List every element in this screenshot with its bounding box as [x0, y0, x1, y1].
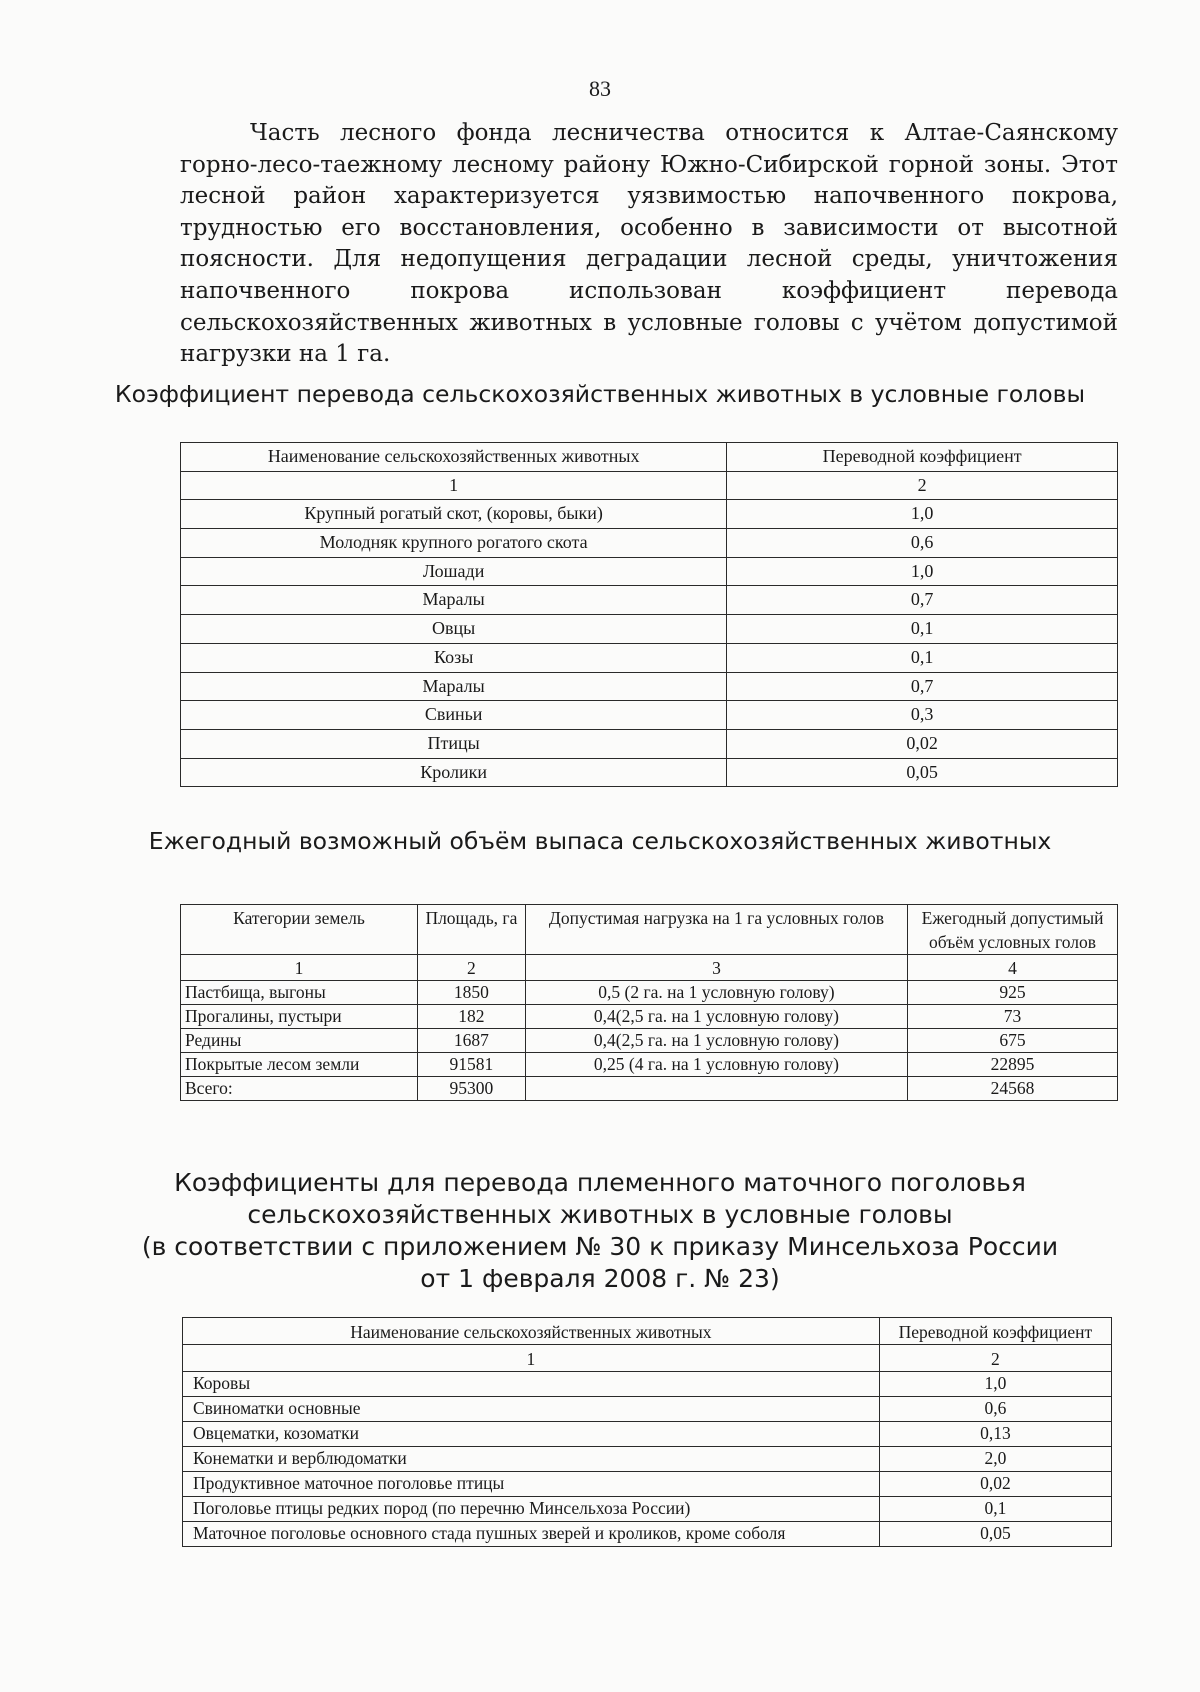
- coefficient: 0,13: [879, 1422, 1111, 1447]
- land-category: Прогалины, пустыри: [181, 1005, 418, 1029]
- table-row: [181, 586, 1118, 615]
- table-row: [183, 1472, 1112, 1497]
- column-header: Наименование сельскохозяйственных животных: [181, 443, 727, 472]
- coefficient: 0,6: [879, 1397, 1111, 1422]
- table-row: [181, 500, 1118, 529]
- annual-volume: 925: [908, 981, 1118, 1005]
- animal-name: Овцематки, козоматки: [183, 1422, 880, 1447]
- animal-name: Свиньи: [181, 701, 727, 730]
- total-area: 95300: [418, 1077, 526, 1101]
- table-header-row: [181, 443, 1118, 472]
- breeding-stock-coefficient-table: [182, 1317, 1112, 1547]
- table-row: [181, 1005, 1118, 1029]
- column-header: Ежегодный допустимый объём условных голов: [908, 905, 1118, 955]
- column-number: 2: [727, 471, 1118, 500]
- column-number: 2: [879, 1345, 1111, 1372]
- table-row: [183, 1397, 1112, 1422]
- column-number-row: [181, 471, 1118, 500]
- animal-name: Продуктивное маточное поголовье птицы: [183, 1472, 880, 1497]
- animal-name: Крупный рогатый скот, (коровы, быки): [181, 500, 727, 529]
- animal-name: Овцы: [181, 615, 727, 644]
- animal-name: Свиноматки основные: [183, 1397, 880, 1422]
- animal-name: Конематки и верблюдоматки: [183, 1447, 880, 1472]
- coefficient: 0,02: [727, 729, 1118, 758]
- load-per-ha: [525, 1077, 907, 1101]
- column-number: 4: [908, 955, 1118, 981]
- coefficient: 0,6: [727, 529, 1118, 558]
- land-category: Пастбища, выгоны: [181, 981, 418, 1005]
- area: 91581: [418, 1053, 526, 1077]
- table1-title: Коэффициент перевода сельскохозяйственных животных в условные головы: [114, 380, 1086, 408]
- coefficient: 0,1: [727, 643, 1118, 672]
- animal-name: Маралы: [181, 586, 727, 615]
- table-row: [183, 1522, 1112, 1547]
- table-row: [183, 1422, 1112, 1447]
- table3-title-line: от 1 февраля 2008 г. № 23): [420, 1264, 780, 1293]
- total-row: [181, 1077, 1118, 1101]
- coefficient: 0,05: [879, 1522, 1111, 1547]
- table-row: [183, 1447, 1112, 1472]
- coefficient: 0,1: [879, 1497, 1111, 1522]
- table-row: [181, 529, 1118, 558]
- table-row: [183, 1497, 1112, 1522]
- table3-title-line: (в соответствии с приложением № 30 к приказу Минсельхоза России: [141, 1232, 1059, 1261]
- column-number: 1: [183, 1345, 880, 1372]
- table-row: [181, 729, 1118, 758]
- conversion-coefficient-table: [180, 442, 1118, 787]
- coefficient: 1,0: [879, 1372, 1111, 1397]
- table-header-row: [181, 905, 1118, 955]
- table3-title-line: сельскохозяйственных животных в условные головы: [247, 1200, 953, 1229]
- table-row: [181, 701, 1118, 730]
- column-number: 2: [418, 955, 526, 981]
- column-number: 1: [181, 955, 418, 981]
- load-per-ha: 0,5 (2 га. на 1 условную голову): [525, 981, 907, 1005]
- coefficient: 2,0: [879, 1447, 1111, 1472]
- table-row: [181, 758, 1118, 787]
- animal-name: Маралы: [181, 672, 727, 701]
- column-header: Площадь, га: [418, 905, 526, 955]
- load-per-ha: 0,4(2,5 га. на 1 условную голову): [525, 1005, 907, 1029]
- table3-title: [0, 1167, 1200, 1295]
- animal-name: Птицы: [181, 729, 727, 758]
- total-volume: 24568: [908, 1077, 1118, 1101]
- table-row: [181, 981, 1118, 1005]
- table-row: [183, 1372, 1112, 1397]
- area: 1850: [418, 981, 526, 1005]
- table-row: [181, 1029, 1118, 1053]
- column-number: 1: [181, 471, 727, 500]
- table-row: [181, 672, 1118, 701]
- load-per-ha: 0,4(2,5 га. на 1 условную голову): [525, 1029, 907, 1053]
- land-category: Покрытые лесом земли: [181, 1053, 418, 1077]
- coefficient: 0,7: [727, 672, 1118, 701]
- annual-volume: 73: [908, 1005, 1118, 1029]
- column-header: Наименование сельскохозяйственных животных: [183, 1318, 880, 1345]
- coefficient: 0,05: [727, 758, 1118, 787]
- animal-name: Молодняк крупного рогатого скота: [181, 529, 727, 558]
- total-label: Всего:: [181, 1077, 418, 1101]
- table3-title-line: Коэффициенты для перевода племенного маточного поголовья: [174, 1168, 1026, 1197]
- animal-name: Кролики: [181, 758, 727, 787]
- animal-name: Коровы: [183, 1372, 880, 1397]
- grazing-volume-table: [180, 904, 1118, 1101]
- coefficient: 1,0: [727, 500, 1118, 529]
- page-number: 83: [589, 76, 611, 101]
- coefficient: 0,3: [727, 701, 1118, 730]
- table-row: [181, 643, 1118, 672]
- table-row: [181, 557, 1118, 586]
- coefficient: 0,02: [879, 1472, 1111, 1497]
- column-header: Категории земель: [181, 905, 418, 955]
- coefficient: 0,7: [727, 586, 1118, 615]
- area: 182: [418, 1005, 526, 1029]
- land-category: Редины: [181, 1029, 418, 1053]
- animal-name: Маточное поголовье основного стада пушных зверей и кроликов, кроме соболя: [183, 1522, 880, 1547]
- column-header: Допустимая нагрузка на 1 га условных голов: [525, 905, 907, 955]
- animal-name: Козы: [181, 643, 727, 672]
- animal-name: Поголовье птицы редких пород (по перечню Минсельхоза России): [183, 1497, 880, 1522]
- column-number-row: [181, 955, 1118, 981]
- table-row: [181, 1053, 1118, 1077]
- table-header-row: [183, 1318, 1112, 1345]
- intro-paragraph: Часть лесного фонда лесничества относится к Алтае-Саянскому горно-лесо-таежному лесному району Южно-Сибирской горной зоны. Этот лесной район характеризуется уязвимостью напочвенного покрова, трудностью его восстановления, особенно в зависимости от высотной поясности. Для недопущения деградации лесной среды, уничтожения напочвенного покрова использован коэффициент перевода сельскохозяйственных животных в условные головы с учётом допустимой нагрузки на 1 га.: [180, 120, 1118, 368]
- table2-title: Ежегодный возможный объём выпаса сельскохозяйственных животных: [148, 827, 1052, 855]
- coefficient: 0,1: [727, 615, 1118, 644]
- column-number: 3: [525, 955, 907, 981]
- load-per-ha: 0,25 (4 га. на 1 условную голову): [525, 1053, 907, 1077]
- column-header: Переводной коэффициент: [727, 443, 1118, 472]
- column-header: Переводной коэффициент: [879, 1318, 1111, 1345]
- column-number-row: [183, 1345, 1112, 1372]
- area: 1687: [418, 1029, 526, 1053]
- coefficient: 1,0: [727, 557, 1118, 586]
- annual-volume: 675: [908, 1029, 1118, 1053]
- annual-volume: 22895: [908, 1053, 1118, 1077]
- animal-name: Лошади: [181, 557, 727, 586]
- table-row: [181, 615, 1118, 644]
